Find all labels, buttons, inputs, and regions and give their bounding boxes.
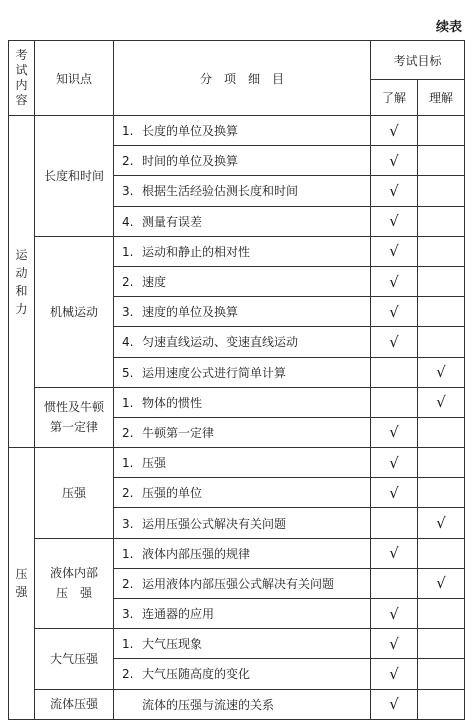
detail-cell	[114, 176, 371, 206]
item-text: 速度	[142, 275, 167, 290]
comprehend-check: √	[418, 508, 465, 538]
item-text: 压强	[142, 456, 167, 471]
header-knowledge-point: 知识点	[35, 41, 114, 116]
knowledge-point-cell: 流体压强	[35, 689, 114, 719]
understand-check: √	[371, 659, 418, 689]
header-exam-content: 考 试 内 容	[9, 41, 35, 116]
understand-check: √	[371, 448, 418, 478]
exam-objectives-table	[8, 40, 465, 720]
item-text: 流体的压强与流速的关系	[142, 697, 275, 712]
comprehend-check	[418, 236, 465, 266]
comprehend-check	[418, 538, 465, 568]
comprehend-check: √	[418, 387, 465, 417]
detail-cell	[114, 387, 371, 417]
item-text: 物体的惯性	[142, 395, 203, 410]
item-text: 连通器的应用	[142, 607, 215, 622]
understand-check: √	[371, 327, 418, 357]
item-number: 1.	[122, 637, 134, 652]
comprehend-check	[418, 689, 465, 719]
understand-check: √	[371, 236, 418, 266]
understand-check	[371, 508, 418, 538]
understand-check: √	[371, 417, 418, 447]
comprehend-check	[418, 266, 465, 296]
item-number: 1.	[122, 456, 134, 471]
item-number: 1.	[122, 395, 134, 410]
comprehend-check: √	[418, 568, 465, 598]
item-text: 压强的单位	[142, 486, 203, 501]
understand-check	[371, 568, 418, 598]
item-text: 匀速直线运动、变速直线运动	[142, 335, 299, 350]
item-text: 运用速度公式进行简单计算	[142, 365, 287, 380]
table-row	[9, 387, 465, 417]
item-text: 液体内部压强的规律	[142, 546, 251, 561]
table-row	[9, 629, 465, 659]
knowledge-point-cell: 液体内部 压 强	[35, 538, 114, 629]
understand-check: √	[371, 176, 418, 206]
item-number: 3.	[122, 516, 134, 531]
item-text: 长度的单位及换算	[142, 124, 239, 139]
item-number: 2.	[122, 425, 134, 440]
detail-cell	[114, 417, 371, 447]
detail-cell	[114, 297, 371, 327]
detail-cell	[114, 599, 371, 629]
understand-check	[371, 387, 418, 417]
header-exam-goal: 考试目标	[371, 41, 465, 80]
understand-check: √	[371, 478, 418, 508]
understand-check: √	[371, 206, 418, 236]
item-number: 2.	[122, 486, 134, 501]
knowledge-point-cell: 机械运动	[35, 236, 114, 387]
detail-cell	[114, 116, 371, 146]
item-number: 2.	[122, 576, 134, 591]
detail-cell	[114, 327, 371, 357]
comprehend-check	[418, 417, 465, 447]
detail-cell	[114, 568, 371, 598]
item-number: 3.	[122, 607, 134, 622]
exam-content-cell: 运 动 和 力	[9, 116, 35, 448]
understand-check: √	[371, 146, 418, 176]
comprehend-check	[418, 327, 465, 357]
item-text: 速度的单位及换算	[142, 305, 239, 320]
table-body	[9, 116, 465, 720]
comprehend-check	[418, 478, 465, 508]
knowledge-point-cell: 惯性及牛顿 第一定律	[35, 387, 114, 447]
detail-cell	[114, 357, 371, 387]
detail-cell	[114, 478, 371, 508]
detail-cell	[114, 689, 371, 719]
item-number: 3.	[122, 305, 134, 320]
knowledge-point-cell: 长度和时间	[35, 116, 114, 237]
table-row	[9, 448, 465, 478]
detail-cell	[114, 448, 371, 478]
table-row	[9, 538, 465, 568]
item-text: 根据生活经验估测长度和时间	[142, 184, 299, 199]
comprehend-check: √	[418, 357, 465, 387]
item-number: 5.	[122, 365, 134, 380]
item-text: 大气压现象	[142, 637, 203, 652]
comprehend-check	[418, 599, 465, 629]
item-text: 大气压随高度的变化	[142, 667, 251, 682]
detail-cell	[114, 266, 371, 296]
understand-check: √	[371, 689, 418, 719]
understand-check: √	[371, 116, 418, 146]
table-row	[9, 236, 465, 266]
knowledge-point-cell: 大气压强	[35, 629, 114, 689]
understand-check: √	[371, 599, 418, 629]
header-item-details: 分 项 细 目	[114, 41, 371, 116]
comprehend-check	[418, 146, 465, 176]
detail-cell	[114, 206, 371, 236]
table-header	[9, 41, 465, 116]
knowledge-point-cell: 压强	[35, 448, 114, 539]
understand-check	[371, 357, 418, 387]
item-number: 3.	[122, 184, 134, 199]
item-text: 运用液体内部压强公式解决有关问题	[142, 576, 335, 591]
continued-table-label: 续表	[435, 20, 462, 35]
item-text: 时间的单位及换算	[142, 154, 239, 169]
detail-cell	[114, 659, 371, 689]
item-number: 1.	[122, 244, 134, 259]
comprehend-check	[418, 297, 465, 327]
detail-cell	[114, 508, 371, 538]
table-row	[9, 116, 465, 146]
understand-check: √	[371, 297, 418, 327]
understand-check: √	[371, 538, 418, 568]
header-understand: 了解	[371, 80, 418, 116]
item-number: 2.	[122, 275, 134, 290]
comprehend-check	[418, 206, 465, 236]
item-number: 4.	[122, 335, 134, 350]
understand-check: √	[371, 266, 418, 296]
item-text: 运动和静止的相对性	[142, 244, 251, 259]
item-number: 1.	[122, 546, 134, 561]
item-number: 2.	[122, 154, 134, 169]
item-number: 4.	[122, 214, 134, 229]
item-text: 运用压强公式解决有关问题	[142, 516, 287, 531]
item-text: 牛顿第一定律	[142, 425, 215, 440]
comprehend-check	[418, 176, 465, 206]
item-number: 1.	[122, 124, 134, 139]
comprehend-check	[418, 629, 465, 659]
understand-check: √	[371, 629, 418, 659]
item-text: 测量有误差	[142, 214, 203, 229]
comprehend-check	[418, 116, 465, 146]
detail-cell	[114, 146, 371, 176]
comprehend-check	[418, 659, 465, 689]
table-row	[9, 689, 465, 719]
detail-cell	[114, 538, 371, 568]
header-comprehend: 理解	[418, 80, 465, 116]
exam-content-cell: 压 强	[9, 448, 35, 720]
comprehend-check	[418, 448, 465, 478]
detail-cell	[114, 236, 371, 266]
item-number: 2.	[122, 667, 134, 682]
detail-cell	[114, 629, 371, 659]
